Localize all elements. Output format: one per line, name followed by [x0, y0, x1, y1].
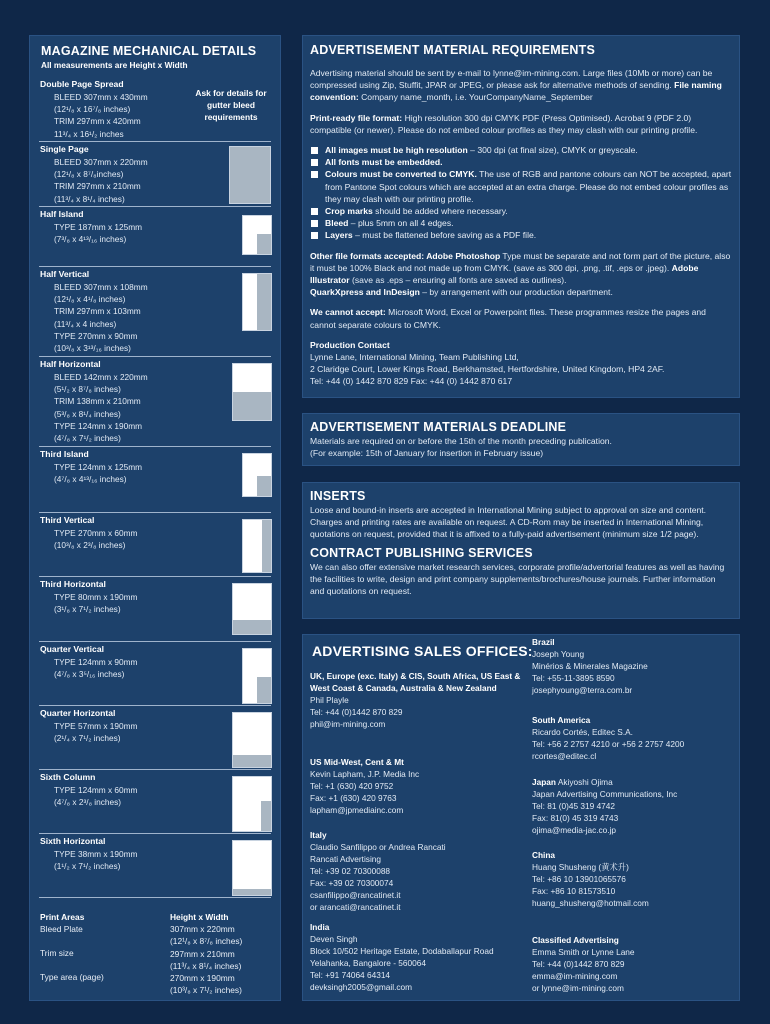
section-divider — [39, 897, 271, 898]
office-region: US Mid-West, Cent & Mt — [310, 757, 404, 767]
print-area-value: 307mm x 220mm — [170, 924, 235, 935]
layout-thumbnail — [232, 776, 272, 832]
office-us — [310, 756, 522, 816]
office-region: UK, Europe (exc. Italy) & CIS, South Africa, US East & West Coast & Canada, Australia & New Zealand — [310, 671, 521, 693]
ad-area-fill — [233, 392, 271, 420]
quark-text: – by arrangement with our production department. — [419, 287, 613, 298]
office-line: Joseph Young — [532, 649, 585, 659]
layout-thumbnail — [232, 712, 272, 768]
measurement-line: TRIM 138mm x 210mm — [54, 396, 141, 407]
deadline-title: ADVERTISEMENT MATERIALS DEADLINE — [310, 420, 567, 434]
production-contact-label: Production Contact — [310, 339, 390, 350]
office-region: Italy — [310, 830, 327, 840]
office-region: India — [310, 922, 330, 932]
ad-area-fill — [262, 520, 271, 572]
ad-area-fill — [257, 677, 271, 703]
print-format-label: Print-ready file format: — [310, 112, 403, 123]
contract-publishing-title: CONTRACT PUBLISHING SERVICES — [310, 545, 533, 560]
ad-size-name: Quarter Vertical — [40, 644, 105, 654]
ad-area-fill — [230, 147, 270, 203]
contract-publishing-text: We can also offer extensive market research services, corporate profile/advertorial features as well as having the facilities to write, design and print company supplements/brochures/house journals. Further information and quotations on request. — [310, 561, 725, 597]
measurement-line: (11³/₄ x 8¹/₄ inches) — [54, 193, 125, 204]
ad-size-measurements — [54, 527, 137, 551]
office-line: Tel: +44 (0)1442 870 829 — [310, 707, 403, 717]
ad-size-measurements — [54, 591, 137, 615]
section-divider — [39, 641, 271, 642]
list-item: Layers – must be flattened before saving as a PDF file. — [310, 229, 732, 241]
section-divider — [39, 833, 271, 834]
section-divider — [39, 446, 271, 447]
measurement-line: (3¹/₈ x 7¹/₂ inches) — [54, 604, 121, 615]
print-areas-header: Print Areas — [40, 912, 85, 922]
illustrator-text: (save as .eps – ensuring all fonts are saved as outlines). — [349, 275, 567, 286]
measurement-line: (12¹/₈ x 4¹/₈ inches) — [54, 294, 126, 305]
ad-area-fill — [261, 801, 271, 831]
office-email[interactable]: devksingh2005@gmail.com — [310, 982, 413, 992]
office-line: Huang Shusheng (黄术升) — [532, 862, 629, 872]
naming-label: File naming convention: — [310, 80, 722, 103]
office-line: Tel: 81 (0)45 319 4742 — [532, 801, 616, 811]
ad-area-fill — [233, 755, 271, 767]
office-italy — [310, 829, 522, 913]
section-divider — [39, 769, 271, 770]
office-line: Rancati Advertising — [310, 854, 382, 864]
office-china — [532, 849, 732, 909]
office-line: Block 10/502 Heritage Estate, Dodaballapur Road — [310, 946, 494, 956]
measurement-line: TYPE 57mm x 190mm — [54, 721, 138, 731]
office-line: Tel: +44 (0)1442 870 829 — [532, 959, 625, 969]
print-area-value-inches: (10³/₈ x 7¹/₂ inches) — [170, 985, 242, 996]
ad-area-fill — [257, 476, 271, 496]
layout-thumbnail — [229, 146, 271, 204]
office-india — [310, 921, 532, 993]
office-line: Japan Advertising Communications, Inc — [532, 789, 678, 799]
office-line: Fax: 81(0) 45 319 4743 — [532, 813, 619, 823]
section-divider — [39, 705, 271, 706]
list-item: All images must be high resolution – 300 dpi (at final size), CMYK or greyscale. — [310, 144, 732, 156]
deadline-line-2: (For example: 15th of January for insertion in February issue) — [310, 448, 544, 459]
office-email[interactable]: huang_shusheng@hotmail.com — [532, 898, 649, 908]
other-formats-text: Type must be separate and not form part of the picture, also it must be 100% Black and not made up from CMYK. (save as 300 dpi, .png, .tif, .eps or .jpeg). — [310, 250, 731, 273]
measurement-line: BLEED 307mm x 430mm — [54, 92, 148, 102]
section-divider — [39, 206, 271, 207]
ad-size-measurements — [54, 656, 137, 680]
office-region: China — [532, 850, 556, 860]
ad-size-measurements — [54, 221, 142, 245]
measurement-line: TYPE 124mm x 90mm — [54, 657, 138, 667]
section-divider — [39, 576, 271, 577]
height-width-header: Height x Width — [170, 912, 229, 922]
office-line: Claudio Sanfilippo or Andrea Rancati — [310, 842, 446, 852]
layout-thumbnail — [232, 583, 272, 635]
ad-size-name: Sixth Column — [40, 772, 96, 782]
office-line: Deven Singh — [310, 934, 358, 944]
requirements-title: ADVERTISEMENT MATERIAL REQUIREMENTS — [310, 43, 596, 57]
office-email[interactable]: rcortes@editec.cl — [532, 751, 597, 761]
ad-area-fill — [233, 620, 271, 634]
office-email[interactable]: or arancati@rancatinet.it — [310, 902, 401, 912]
layout-thumbnail — [232, 840, 272, 896]
measurement-line: (10³/₈ x 3¹³/₁₆ inches) — [54, 343, 131, 354]
office-region: Classified Advertising — [532, 935, 619, 945]
print-area-value: 270mm x 190mm — [170, 973, 235, 984]
measurement-line: TYPE 124mm x 125mm — [54, 462, 143, 472]
sales-offices-panel — [302, 634, 740, 1001]
measurement-line: (12¹/₈ x 16⁷/₈ inches) — [54, 104, 131, 115]
office-email[interactable]: josephyoung@terra.com.br — [532, 685, 633, 695]
print-area-value-inches: (11³/₄ x 8¹/₄ inches) — [170, 960, 242, 971]
inserts-title: INSERTS — [310, 489, 366, 503]
ad-size-name: Half Horizontal — [40, 359, 101, 369]
print-area-value-inches: (12¹/₈ x 8⁷/₈ inches) — [170, 936, 243, 947]
office-line: Yelahanka, Bangalore - 560064 — [310, 958, 426, 968]
office-region: South America — [532, 715, 591, 725]
contact-line: 2 Claridge Court, Lower Kings Road, Berkhamsted, Hertfordshire, United Kingdom, HP4 2AF. — [310, 364, 665, 375]
office-japan — [532, 776, 732, 836]
office-line: Fax: +86 10 81573510 — [532, 886, 616, 896]
ad-size-name: Half Island — [40, 209, 84, 219]
measurement-line: TYPE 187mm x 125mm — [54, 222, 143, 232]
requirements-list — [310, 144, 732, 242]
measurement-line: TYPE 80mm x 190mm — [54, 592, 138, 602]
office-region: Japan — [532, 777, 556, 787]
office-region: Brazil — [532, 637, 555, 647]
office-email[interactable]: or lynne@im-mining.com — [532, 983, 624, 993]
requirements-panel — [302, 35, 740, 398]
office-line: Phil Playle — [310, 695, 349, 705]
deadline-line-1: Materials are required on or before the 15th of the month preceding publication. — [310, 436, 612, 446]
measurement-line: (4⁷/₈ x 7¹/₂ inches) — [54, 433, 121, 444]
office-email[interactable]: emma@im-mining.com — [532, 971, 618, 981]
measurement-line: (4⁷/₈ x 2³/₈ inches) — [54, 797, 122, 808]
ad-size-name: Double Page Spread — [40, 79, 124, 89]
gutter-note: Ask for details for gutter bleed requirements — [195, 88, 267, 122]
office-line: Tel: +1 (630) 420 9752 — [310, 781, 394, 791]
measurement-line: (5³/₈ x 8¹/₄ inches) — [54, 408, 121, 419]
naming-text: Company name_month, i.e. YourCompanyName_September — [361, 92, 593, 103]
measurement-line: TYPE 124mm x 60mm — [54, 785, 138, 795]
ad-size-name: Third Horizontal — [40, 579, 106, 589]
list-item: Crop marks should be added where necessary. — [310, 205, 732, 217]
print-format-text: High resolution 300 dpi CMYK PDF (Press Optimised). Acrobat 9 (PDF 2.0) compatible (or newer). Please do not embed colour profiles as they may clash with our printing profile. — [310, 112, 698, 135]
ad-size-name: Sixth Horizontal — [40, 836, 106, 846]
ad-area-fill — [257, 234, 271, 254]
office-line: Kevin Lapham, J.P. Media Inc — [310, 769, 420, 779]
layout-thumbnail — [242, 453, 272, 497]
measurement-line: TYPE 270mm x 60mm — [54, 528, 138, 538]
office-line: Emma Smith or Lynne Lane — [532, 947, 635, 957]
office-email[interactable]: lapham@jpmediainc.com — [310, 805, 404, 815]
section-divider — [39, 512, 271, 513]
offices-title: ADVERTISING SALES OFFICES: — [312, 643, 533, 659]
mechanical-title: MAGAZINE MECHANICAL DETAILS — [41, 44, 257, 58]
ad-size-measurements — [54, 371, 148, 444]
office-line: Ricardo Cortés, Editec S.A. — [532, 727, 633, 737]
measurement-line: (10³/₈ x 2³/₈ inches) — [54, 540, 126, 551]
list-item: Colours must be converted to CMYK. The use of RGB and pantone colours can NOT be accepted, apart from Pantone Spot colours which are accepted at an extra charge. Please do not embed colour profiles as they may clash with our printing profile. — [310, 168, 732, 205]
print-area-label: Trim size — [40, 948, 74, 959]
requirements-intro: Advertising material should be sent by e-mail to lynne@im-mining.com. Large files (10Mb or more) can be compressed using Zip, Stuffit, JPAR or JPEG, or please ask for alternative methods of sending. — [310, 68, 713, 91]
other-formats-label: Other file formats accepted: Adobe Photoshop — [310, 250, 501, 261]
section-divider — [39, 141, 271, 142]
inserts-text: Loose and bound-in inserts are accepted in International Mining subject to approval on size and content. Charges and printing rates are available on request. A CD-Rom may be inserted in International Mining, quotations on request, provided that it is affixed to a fully-paid advertisement (minimum size 1/2 page). — [310, 505, 707, 540]
print-area-label: Bleed Plate — [40, 924, 83, 935]
measurement-line: (4⁷/₈ x 4¹³/₁₆ inches) — [54, 474, 127, 485]
office-line: Tel: +55-11-3895 8590 — [532, 673, 615, 683]
layout-thumbnail — [242, 519, 272, 573]
measurement-line: TRIM 297mm x 210mm — [54, 181, 141, 192]
measurement-line: 11³/₄ x 16¹/₂ inches — [54, 128, 124, 139]
office-south-america — [532, 714, 732, 762]
office-email[interactable]: phil@im-mining.com — [310, 719, 386, 729]
illustrator-label: Adobe Illustrator — [310, 262, 699, 286]
ad-area-fill — [233, 889, 271, 895]
measurement-line: TRIM 297mm x 420mm — [54, 116, 141, 127]
ad-size-name: Half Vertical — [40, 269, 90, 279]
measurement-line: BLEED 307mm x 108mm — [54, 282, 148, 292]
ad-size-measurements — [54, 91, 148, 140]
office-line: Tel: +86 10 13901065576 — [532, 874, 626, 884]
layout-thumbnail — [242, 648, 272, 704]
mechanical-subtitle: All measurements are Height x Width — [41, 60, 188, 70]
office-email[interactable]: ojima@media-jac.co.jp — [532, 825, 617, 835]
measurement-line: (4⁷/₈ x 3⁵/₁₆ inches) — [54, 669, 125, 680]
measurement-line: TYPE 124mm x 190mm — [54, 420, 143, 431]
contact-line: Tel: +44 (0) 1442 870 829 Fax: +44 (0) 1442 870 617 — [310, 376, 513, 387]
measurement-line: BLEED 142mm x 220mm — [54, 372, 148, 382]
quark-label: QuarkXpress and InDesign — [310, 287, 420, 298]
measurement-line: (12¹/₈ x 8⁷/₈inches) — [54, 169, 124, 180]
layout-thumbnail — [232, 363, 272, 421]
measurement-line: TRIM 297mm x 103mm — [54, 306, 141, 317]
layout-thumbnail — [242, 273, 272, 331]
office-email[interactable]: csanfilippo@rancatinet.it — [310, 890, 401, 900]
print-area-label: Type area (page) — [40, 972, 104, 983]
measurement-line: BLEED 307mm x 220mm — [54, 157, 148, 167]
office-line: Fax: +1 (630) 420 9763 — [310, 793, 397, 803]
layout-thumbnail — [242, 215, 272, 255]
ad-size-measurements — [54, 461, 142, 485]
contact-line: Lynne Lane, International Mining, Team Publishing Ltd, — [310, 352, 519, 363]
ad-size-measurements — [54, 848, 137, 872]
ad-size-name: Quarter Horizontal — [40, 708, 116, 718]
inserts-panel — [302, 482, 740, 619]
ad-size-name: Single Page — [40, 144, 89, 154]
ad-size-name: Third Island — [40, 449, 89, 459]
section-divider — [39, 266, 271, 267]
office-line: Tel: +91 74064 64314 — [310, 970, 391, 980]
ad-size-measurements — [54, 156, 148, 205]
list-item: Bleed – plus 5mm on all 4 edges. — [310, 217, 732, 229]
cannot-accept-text: Microsoft Word, Excel or Powerpoint files. These programmes resize the pages and cannot separate colours to CMYK. — [310, 307, 706, 330]
measurement-line: TYPE 270mm x 90mm — [54, 330, 138, 341]
deadline-panel — [302, 413, 740, 466]
print-area-value: 297mm x 210mm — [170, 948, 235, 959]
measurement-line: (11³/₄ x 4 inches) — [54, 318, 117, 329]
ad-size-measurements — [54, 281, 148, 354]
ad-size-name: Third Vertical — [40, 515, 95, 525]
ad-size-measurements — [54, 720, 137, 744]
office-line: Akiyoshi Ojima — [555, 777, 613, 787]
office-uk — [310, 670, 522, 730]
section-divider — [39, 356, 271, 357]
cannot-accept-label: We cannot accept: — [310, 307, 386, 318]
office-brazil — [532, 636, 732, 696]
measurement-line: (7³/₈ x 4¹³/₁₆ inches) — [54, 234, 127, 245]
office-classified — [532, 934, 732, 994]
office-line: Tel: +56 2 2757 4210 or +56 2 2757 4200 — [532, 739, 685, 749]
office-line: Tel: +39 02 70300088 — [310, 866, 391, 876]
list-item: All fonts must be embedded. — [310, 156, 732, 168]
ad-area-fill — [257, 274, 271, 330]
ad-size-measurements — [54, 784, 137, 808]
office-line: Minérios & Minerales Magazine — [532, 661, 648, 671]
measurement-line: (5¹/₂ x 8⁷/₈ inches) — [54, 384, 121, 395]
measurement-line: (2¹/₄ x 7¹/₂ inches) — [54, 733, 121, 744]
measurement-line: TYPE 38mm x 190mm — [54, 849, 138, 859]
mechanical-details-panel — [29, 35, 281, 1001]
measurement-line: (1¹/₂ x 7¹/₂ inches) — [54, 861, 121, 872]
office-line: Fax: +39 02 70300074 — [310, 878, 394, 888]
